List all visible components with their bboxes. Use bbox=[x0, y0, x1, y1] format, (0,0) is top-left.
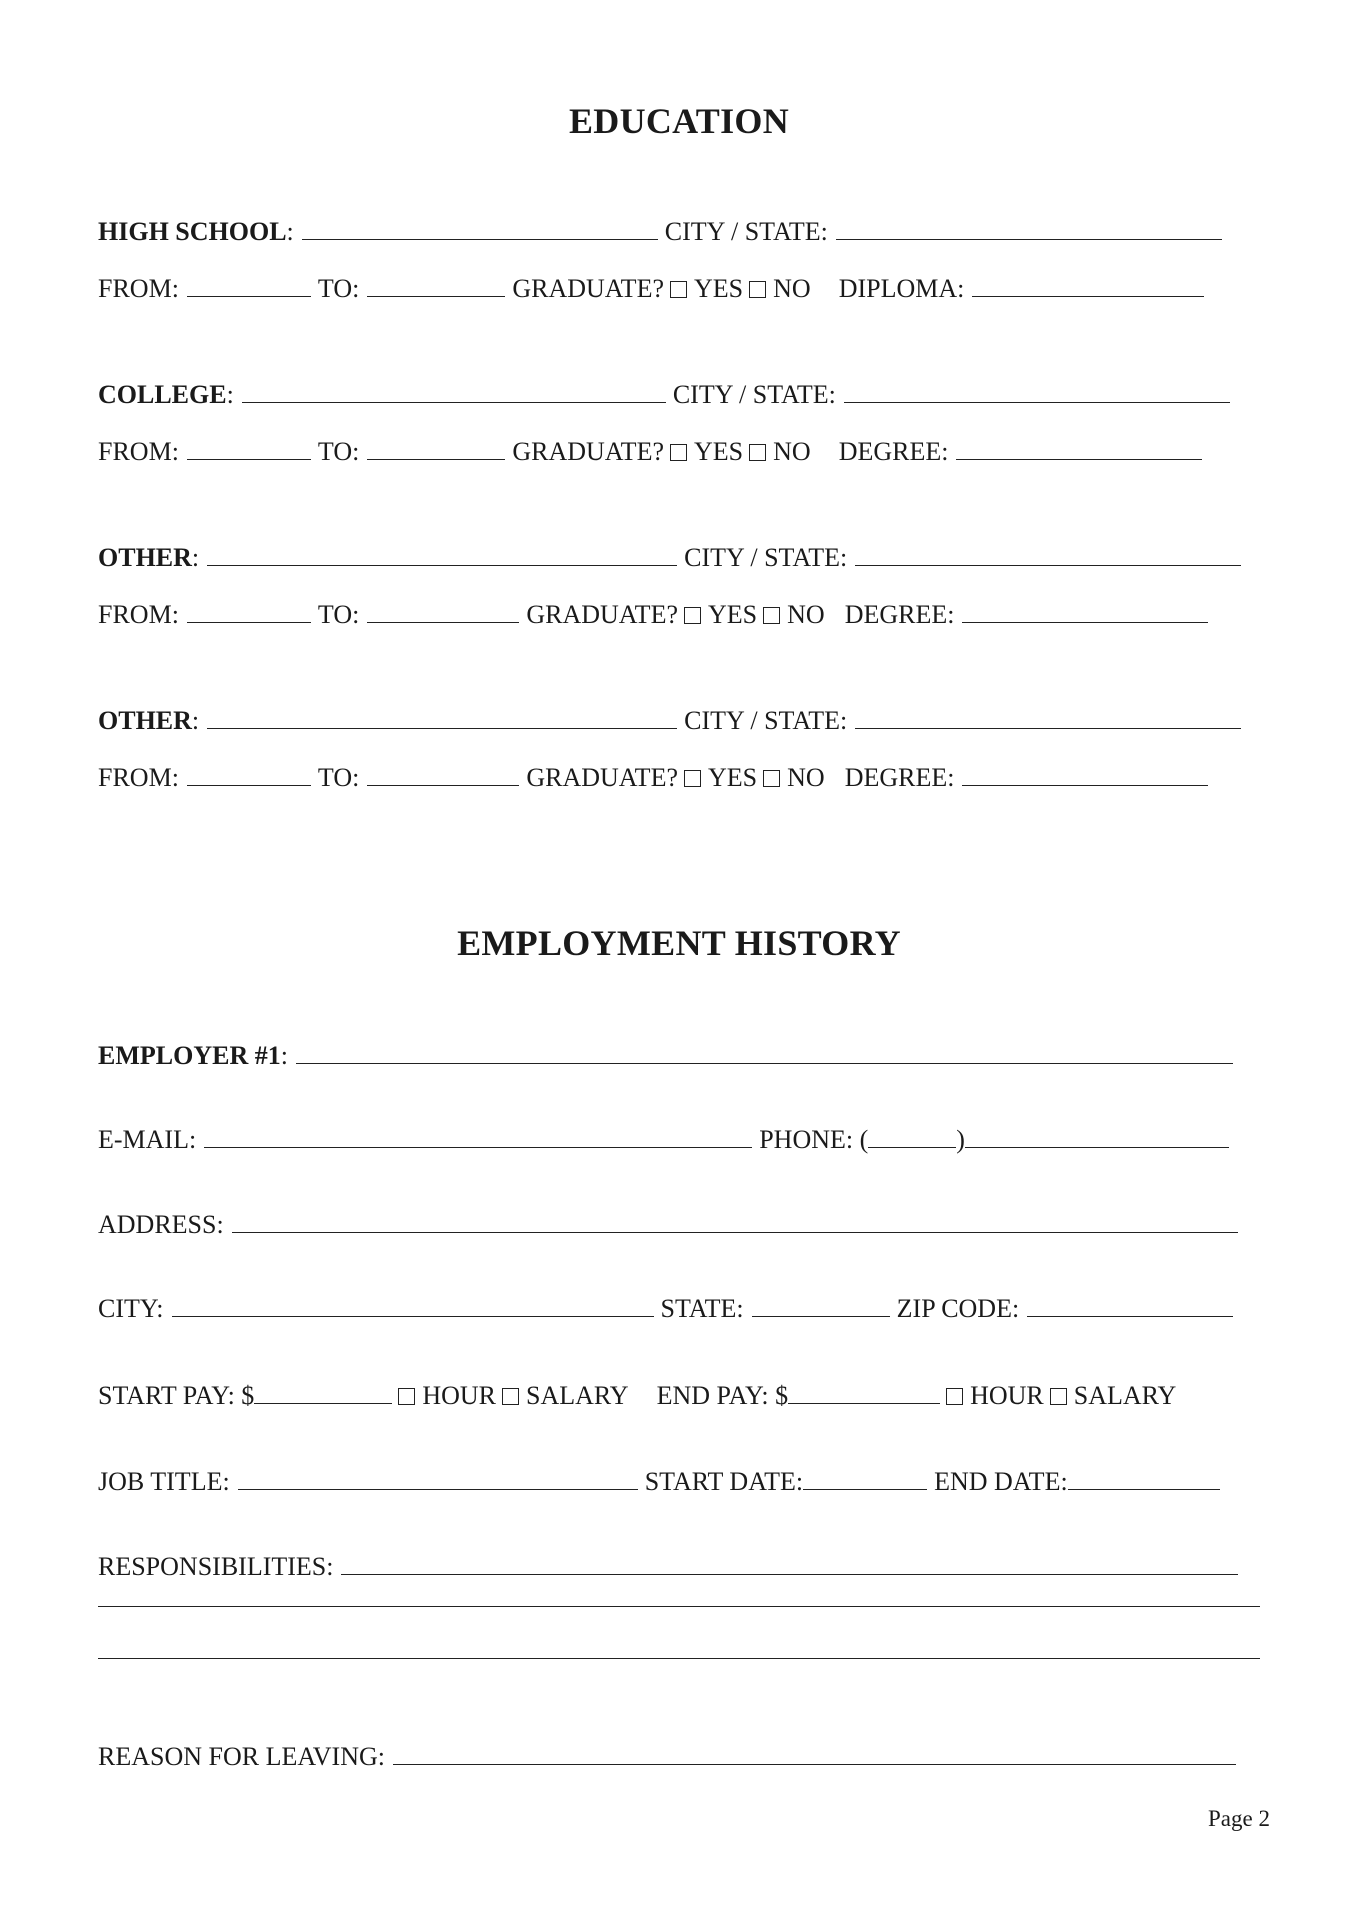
college-city-state-field[interactable] bbox=[844, 380, 1230, 403]
high-school-no-checkbox[interactable] bbox=[749, 281, 766, 298]
high-school-dates-row bbox=[98, 274, 1204, 302]
zip-label: ZIP CODE: bbox=[896, 1294, 1020, 1323]
job-title-row bbox=[98, 1467, 1220, 1495]
other2-city-state-field[interactable] bbox=[855, 706, 1241, 729]
degree-label: DEGREE: bbox=[838, 437, 949, 466]
college-from-field[interactable] bbox=[187, 437, 311, 460]
no-label: NO bbox=[787, 763, 825, 792]
graduate-label: GRADUATE? bbox=[526, 600, 678, 629]
colon: : bbox=[226, 380, 234, 409]
responsibilities-label: RESPONSIBILITIES: bbox=[98, 1552, 334, 1581]
address-field[interactable] bbox=[232, 1210, 1238, 1233]
colon: : bbox=[280, 1041, 288, 1070]
high-school-name-field[interactable] bbox=[302, 217, 658, 240]
email-label: E-MAIL: bbox=[98, 1125, 197, 1154]
city-field[interactable] bbox=[172, 1294, 654, 1317]
start-pay-label: START PAY: $ bbox=[98, 1381, 255, 1410]
other2-degree-field[interactable] bbox=[962, 763, 1208, 786]
other1-yes-checkbox[interactable] bbox=[684, 607, 701, 624]
phone-area-code-field[interactable] bbox=[868, 1125, 956, 1148]
no-label: NO bbox=[787, 600, 825, 629]
end-pay-hour-checkbox[interactable] bbox=[946, 1388, 963, 1405]
other2-to-field[interactable] bbox=[367, 763, 519, 786]
start-pay-hour-checkbox[interactable] bbox=[398, 1388, 415, 1405]
high-school-to-field[interactable] bbox=[367, 274, 505, 297]
reason-field[interactable] bbox=[393, 1742, 1236, 1765]
salary-label: SALARY bbox=[525, 1381, 629, 1410]
graduate-label: GRADUATE? bbox=[526, 763, 678, 792]
other1-city-state-field[interactable] bbox=[855, 543, 1241, 566]
email-field[interactable] bbox=[204, 1125, 752, 1148]
diploma-label: DIPLOMA: bbox=[838, 274, 965, 303]
employer-label: EMPLOYER #1 bbox=[98, 1041, 281, 1070]
responsibilities-row bbox=[98, 1552, 1238, 1580]
job-title-field[interactable] bbox=[238, 1467, 638, 1490]
city-state-label: CITY / STATE: bbox=[672, 380, 836, 409]
job-title-label: JOB TITLE: bbox=[98, 1467, 230, 1496]
from-label: FROM: bbox=[98, 600, 179, 629]
yes-label: YES bbox=[694, 274, 744, 303]
colon: : bbox=[191, 706, 200, 735]
other1-row bbox=[98, 543, 1241, 571]
other2-row bbox=[98, 706, 1241, 734]
other1-name-field[interactable] bbox=[207, 543, 677, 566]
colon: : bbox=[191, 543, 200, 572]
start-pay-salary-checkbox[interactable] bbox=[502, 1388, 519, 1405]
from-label: FROM: bbox=[98, 437, 179, 466]
college-yes-checkbox[interactable] bbox=[670, 444, 687, 461]
end-pay-label: END PAY: $ bbox=[656, 1381, 789, 1410]
reason-row bbox=[98, 1742, 1236, 1770]
responsibilities-line-2[interactable] bbox=[98, 1606, 1260, 1607]
to-label: TO: bbox=[317, 600, 360, 629]
address-row bbox=[98, 1210, 1238, 1238]
start-pay-field[interactable] bbox=[254, 1381, 392, 1404]
other-label: OTHER bbox=[98, 543, 192, 572]
other2-from-field[interactable] bbox=[187, 763, 311, 786]
yes-label: YES bbox=[708, 763, 758, 792]
other2-no-checkbox[interactable] bbox=[763, 770, 780, 787]
from-label: FROM: bbox=[98, 274, 179, 303]
to-label: TO: bbox=[317, 763, 360, 792]
high-school-yes-checkbox[interactable] bbox=[670, 281, 687, 298]
city-state-label: CITY / STATE: bbox=[684, 543, 848, 572]
responsibilities-field[interactable] bbox=[341, 1552, 1238, 1575]
high-school-label: HIGH SCHOOL bbox=[98, 217, 287, 246]
phone-number-field[interactable] bbox=[965, 1125, 1229, 1148]
yes-label: YES bbox=[708, 600, 758, 629]
other-label: OTHER bbox=[98, 706, 192, 735]
other2-name-field[interactable] bbox=[207, 706, 677, 729]
graduate-label: GRADUATE? bbox=[512, 274, 664, 303]
start-date-label: START DATE: bbox=[644, 1467, 804, 1496]
state-label: STATE: bbox=[660, 1294, 744, 1323]
degree-label: DEGREE: bbox=[844, 600, 955, 629]
state-field[interactable] bbox=[752, 1294, 890, 1317]
colon: : bbox=[286, 217, 294, 246]
college-row bbox=[98, 380, 1230, 408]
address-label: ADDRESS: bbox=[98, 1210, 224, 1239]
high-school-city-state-field[interactable] bbox=[836, 217, 1222, 240]
no-label: NO bbox=[773, 437, 811, 466]
degree-label: DEGREE: bbox=[844, 763, 955, 792]
graduate-label: GRADUATE? bbox=[512, 437, 664, 466]
page-number: Page 2 bbox=[1208, 1806, 1270, 1831]
hour-label: HOUR bbox=[422, 1381, 496, 1410]
college-label: COLLEGE bbox=[98, 380, 227, 409]
phone-close-paren: ) bbox=[956, 1125, 965, 1154]
other1-from-field[interactable] bbox=[187, 600, 311, 623]
hour-label: HOUR bbox=[970, 1381, 1044, 1410]
city-state-label: CITY / STATE: bbox=[684, 706, 848, 735]
yes-label: YES bbox=[694, 437, 744, 466]
city-label: CITY: bbox=[98, 1294, 164, 1323]
employment-title: EMPLOYMENT HISTORY bbox=[457, 923, 901, 963]
to-label: TO: bbox=[317, 274, 360, 303]
high-school-row bbox=[98, 217, 1222, 245]
reason-label: REASON FOR LEAVING: bbox=[98, 1742, 385, 1771]
end-date-label: END DATE: bbox=[934, 1467, 1068, 1496]
college-no-checkbox[interactable] bbox=[749, 444, 766, 461]
employer-name-field[interactable] bbox=[296, 1041, 1233, 1064]
other1-to-field[interactable] bbox=[367, 600, 519, 623]
end-pay-salary-checkbox[interactable] bbox=[1050, 1388, 1067, 1405]
salary-label: SALARY bbox=[1073, 1381, 1177, 1410]
employer-row bbox=[98, 1041, 1233, 1069]
college-to-field[interactable] bbox=[367, 437, 505, 460]
city-state-label: CITY / STATE: bbox=[664, 217, 828, 246]
city-state-zip-row bbox=[98, 1294, 1233, 1322]
high-school-diploma-field[interactable] bbox=[972, 274, 1204, 297]
end-pay-field[interactable] bbox=[788, 1381, 940, 1404]
from-label: FROM: bbox=[98, 763, 179, 792]
college-degree-field[interactable] bbox=[956, 437, 1202, 460]
high-school-from-field[interactable] bbox=[187, 274, 311, 297]
other1-no-checkbox[interactable] bbox=[763, 607, 780, 624]
responsibilities-line-3[interactable] bbox=[98, 1658, 1260, 1659]
education-title: EDUCATION bbox=[568, 101, 790, 141]
other2-yes-checkbox[interactable] bbox=[684, 770, 701, 787]
other2-dates-row bbox=[98, 763, 1208, 791]
zip-field[interactable] bbox=[1027, 1294, 1233, 1317]
college-name-field[interactable] bbox=[242, 380, 666, 403]
email-phone-row bbox=[98, 1125, 1229, 1153]
to-label: TO: bbox=[317, 437, 360, 466]
phone-label: PHONE: ( bbox=[759, 1125, 869, 1154]
college-dates-row bbox=[98, 437, 1202, 465]
end-date-field[interactable] bbox=[1068, 1467, 1220, 1490]
start-date-field[interactable] bbox=[803, 1467, 927, 1490]
other1-dates-row bbox=[98, 600, 1208, 628]
pay-row bbox=[98, 1381, 1176, 1409]
no-label: NO bbox=[773, 274, 811, 303]
other1-degree-field[interactable] bbox=[962, 600, 1208, 623]
